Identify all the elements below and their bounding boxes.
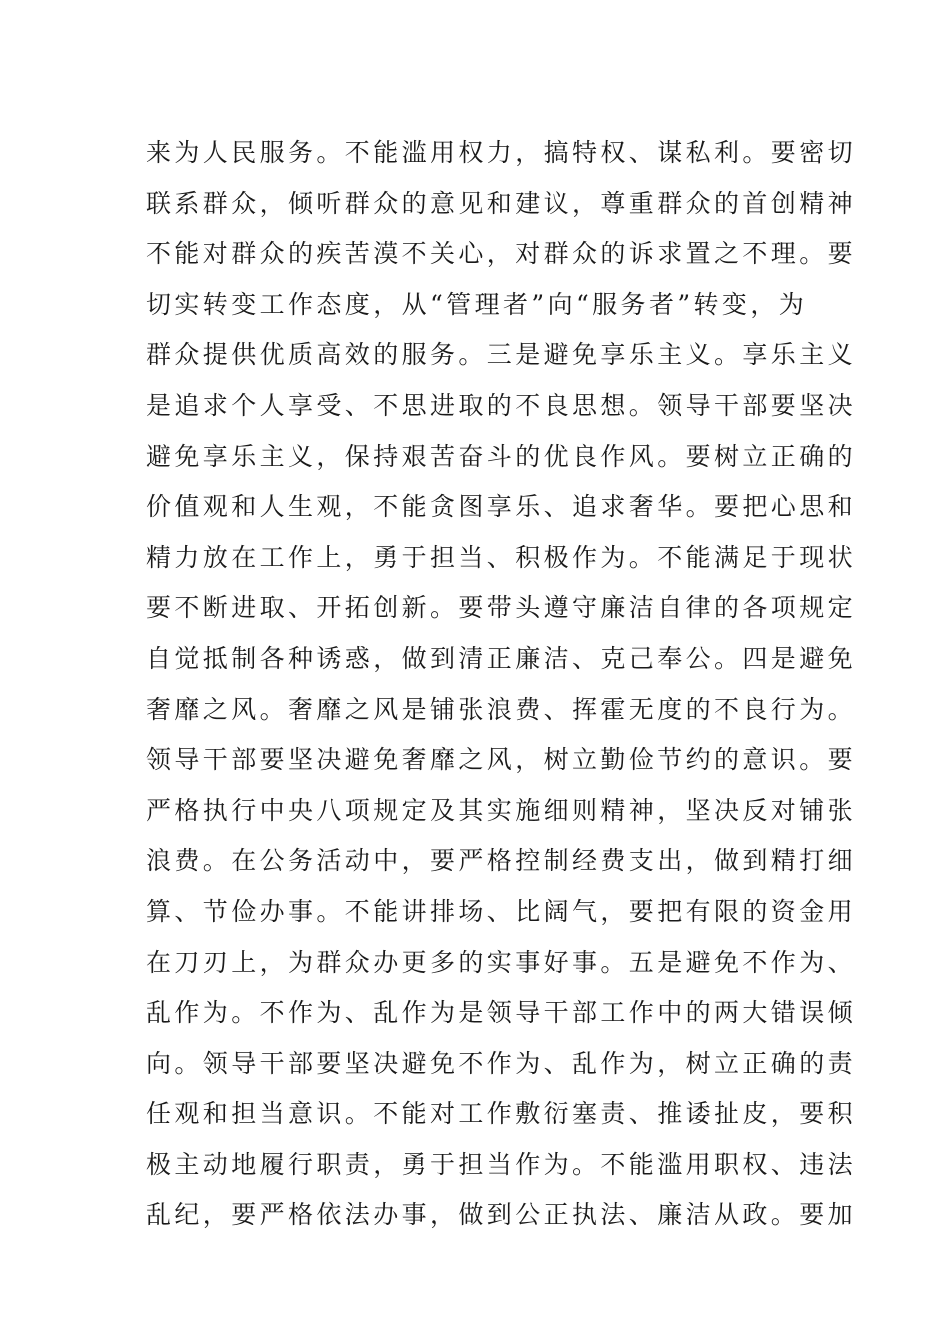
text-line-22: 乱纪，要严格依法办事，做到公正执法、廉洁从政。要加 <box>146 1200 857 1230</box>
body-text <box>146 128 857 1241</box>
text-line-3: 不能对群众的疾苦漠不关心，对群众的诉求置之不理。要 <box>146 239 857 269</box>
text-line-10: 要不断进取、开拓创新。要带头遵守廉洁自律的各项规定 <box>146 593 857 623</box>
text-line-5: 群众提供优质高效的服务。三是避免享乐主义。享乐主义 <box>146 340 857 370</box>
text-line-2: 联系群众，倾听群众的意见和建议，尊重群众的首创精神 <box>146 188 857 218</box>
text-line-13: 领导干部要坚决避免奢靡之风，树立勤俭节约的意识。要 <box>146 745 857 775</box>
text-line-6: 是追求个人享受、不思进取的不良思想。领导干部要坚决 <box>146 390 857 420</box>
text-line-21: 极主动地履行职责，勇于担当作为。不能滥用职权、违法 <box>146 1149 857 1179</box>
text-line-14: 严格执行中央八项规定及其实施细则精神，坚决反对铺张 <box>146 795 857 825</box>
text-line-8: 价值观和人生观，不能贪图享乐、追求奢华。要把心思和 <box>146 492 857 522</box>
text-line-4: 切实转变工作态度，从“管理者”向“服务者”转变，为 <box>146 289 808 319</box>
text-line-7: 避免享乐主义，保持艰苦奋斗的优良作风。要树立正确的 <box>146 441 857 471</box>
text-line-12: 奢靡之风。奢靡之风是铺张浪费、挥霍无度的不良行为。 <box>146 694 857 724</box>
text-line-20: 任观和担当意识。不能对工作敷衍塞责、推诿扯皮，要积 <box>146 1099 857 1129</box>
text-line-19: 向。领导干部要坚决避免不作为、乱作为，树立正确的责 <box>146 1048 857 1078</box>
text-line-15: 浪费。在公务活动中，要严格控制经费支出，做到精打细 <box>146 846 857 876</box>
text-line-11: 自觉抵制各种诱惑，做到清正廉洁、克己奉公。四是避免 <box>146 643 857 673</box>
text-line-16: 算、节俭办事。不能讲排场、比阔气，要把有限的资金用 <box>146 896 857 926</box>
text-line-9: 精力放在工作上，勇于担当、积极作为。不能满足于现状 <box>146 542 857 572</box>
text-line-17: 在刀刃上，为群众办更多的实事好事。五是避免不作为、 <box>146 947 857 977</box>
text-line-18: 乱作为。不作为、乱作为是领导干部工作中的两大错误倾 <box>146 998 857 1028</box>
text-line-1: 来为人民服务。不能滥用权力，搞特权、谋私利。要密切 <box>146 138 857 167</box>
